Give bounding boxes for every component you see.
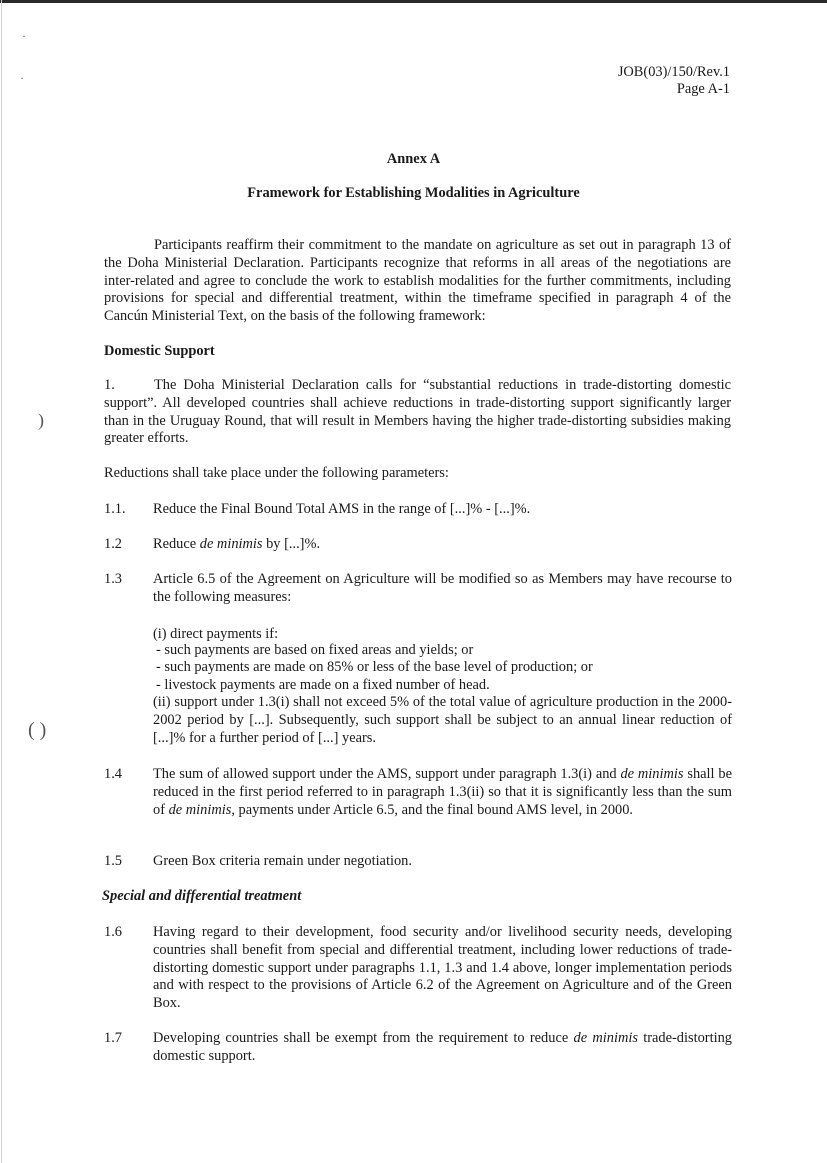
measure-bullet: - such payments are based on fixed areas and yields; or (156, 642, 474, 658)
paragraph-number: 1. (104, 377, 115, 393)
job-reference: JOB(03)/150/Rev.1 (617, 64, 730, 80)
framework-title: Framework for Establishing Modalities in Agriculture (247, 185, 580, 201)
scan-mark: ( ) (28, 719, 47, 741)
paragraph-number: 1.6 (104, 924, 122, 940)
text-run: shall be reduced in the first period referred to in paragraph 1.3(ii) so that it is significantly less than the sum of (153, 766, 732, 818)
paragraph-1-5: Green Box criteria remain under negotiation. (153, 853, 412, 869)
page-number: Page A-1 (676, 81, 730, 97)
scan-mark: ) (38, 410, 44, 430)
text-run: trade-distorting domestic support. (153, 1030, 732, 1064)
paragraph-1-4 (153, 766, 732, 819)
left-scan-edge (1, 0, 2, 1163)
paragraph-1-3: Article 6.5 of the Agreement on Agriculture will be modified so as Members may have recourse to the following measures: (153, 571, 732, 605)
annex-title: Annex A (386, 151, 441, 167)
domestic-support-heading: Domestic Support (104, 343, 215, 359)
document-reference (618, 64, 730, 98)
paragraph-1-1: Reduce the Final Bound Total AMS in the range of [...]% - [...]%. (153, 501, 531, 517)
italic-term: de minimis (620, 766, 684, 782)
paragraph-number: 1.2 (104, 536, 122, 552)
paragraph-1 (104, 377, 731, 448)
italic-term: de minimis (199, 536, 263, 552)
paragraph-1-6: Having regard to their development, food security and/or livelihood security needs, developing countries shall benefit from special and differential treatment, including lower reductions of trade-distorting domestic support under paragraphs 1.1, 1.3 and 1.4 above, longer implementation periods and with respect to the provisions of Article 6.2 of the Agreement on Agriculture and of the Green Box. (153, 924, 732, 1012)
special-differential-heading: Special and differential treatment (102, 888, 302, 904)
measure-i: (i) direct payments if: (153, 626, 279, 642)
paragraph-number: 1.1. (104, 501, 126, 517)
paragraph-number: 1.5 (104, 853, 122, 869)
text-run: Reduce (153, 536, 200, 552)
paragraph-1-7 (153, 1030, 732, 1066)
paragraph-number: 1.3 (104, 571, 122, 587)
paragraph-number: 1.7 (104, 1030, 122, 1046)
reductions-intro: Reductions shall take place under the following parameters: (104, 465, 449, 481)
top-border (0, 0, 827, 3)
intro-paragraph: Participants reaffirm their commitment to the mandate on agriculture as set out in paragraph 13 of the Doha Ministerial Declaration. Participants recognize that reforms in all areas of the negotiations are inter-related and agree to conclude the work to establish modalities for the further commitments, including provisions for special and differential treatment, within the timeframe specified in paragraph 4 of the Cancún Ministerial Text, on the basis of the following framework: (104, 237, 731, 325)
italic-term: de minimis (573, 1030, 638, 1046)
scan-speck: · (22, 29, 26, 43)
text-run: Developing countries shall be exempt from the requirement to reduce (153, 1030, 574, 1046)
text-run: by [...]%. (262, 536, 321, 552)
paragraph-1-2 (153, 536, 732, 554)
measure-bullet: - livestock payments are made on a fixed number of head. (156, 677, 490, 693)
text-run: , payments under Article 6.5, and the final bound AMS level, in 2000. (231, 801, 634, 818)
measure-bullet: - such payments are made on 85% or less of the base level of production; or (156, 659, 593, 675)
scan-speck: · (20, 71, 24, 85)
paragraph-text: The Doha Ministerial Declaration calls for “substantial reductions in trade-distorting domestic support”. All developed countries shall achieve reductions in trade-distorting support significantly larger than in the Uruguay Round, that will result in Members having the higher trade-distorting subsidies making greater efforts. (104, 377, 731, 447)
text-run: The sum of allowed support under the AMS, support under paragraph 1.3(i) and (153, 766, 621, 782)
paragraph-number: 1.4 (104, 766, 122, 782)
italic-term: de minimis (168, 801, 232, 818)
measure-ii: (ii) support under 1.3(i) shall not exceed 5% of the total value of agriculture production in the 2000-2002 period by [...]. Subsequently, such support shall be subject to an annual linear reduction of [...]% for a further period of [...] years. (153, 694, 732, 746)
